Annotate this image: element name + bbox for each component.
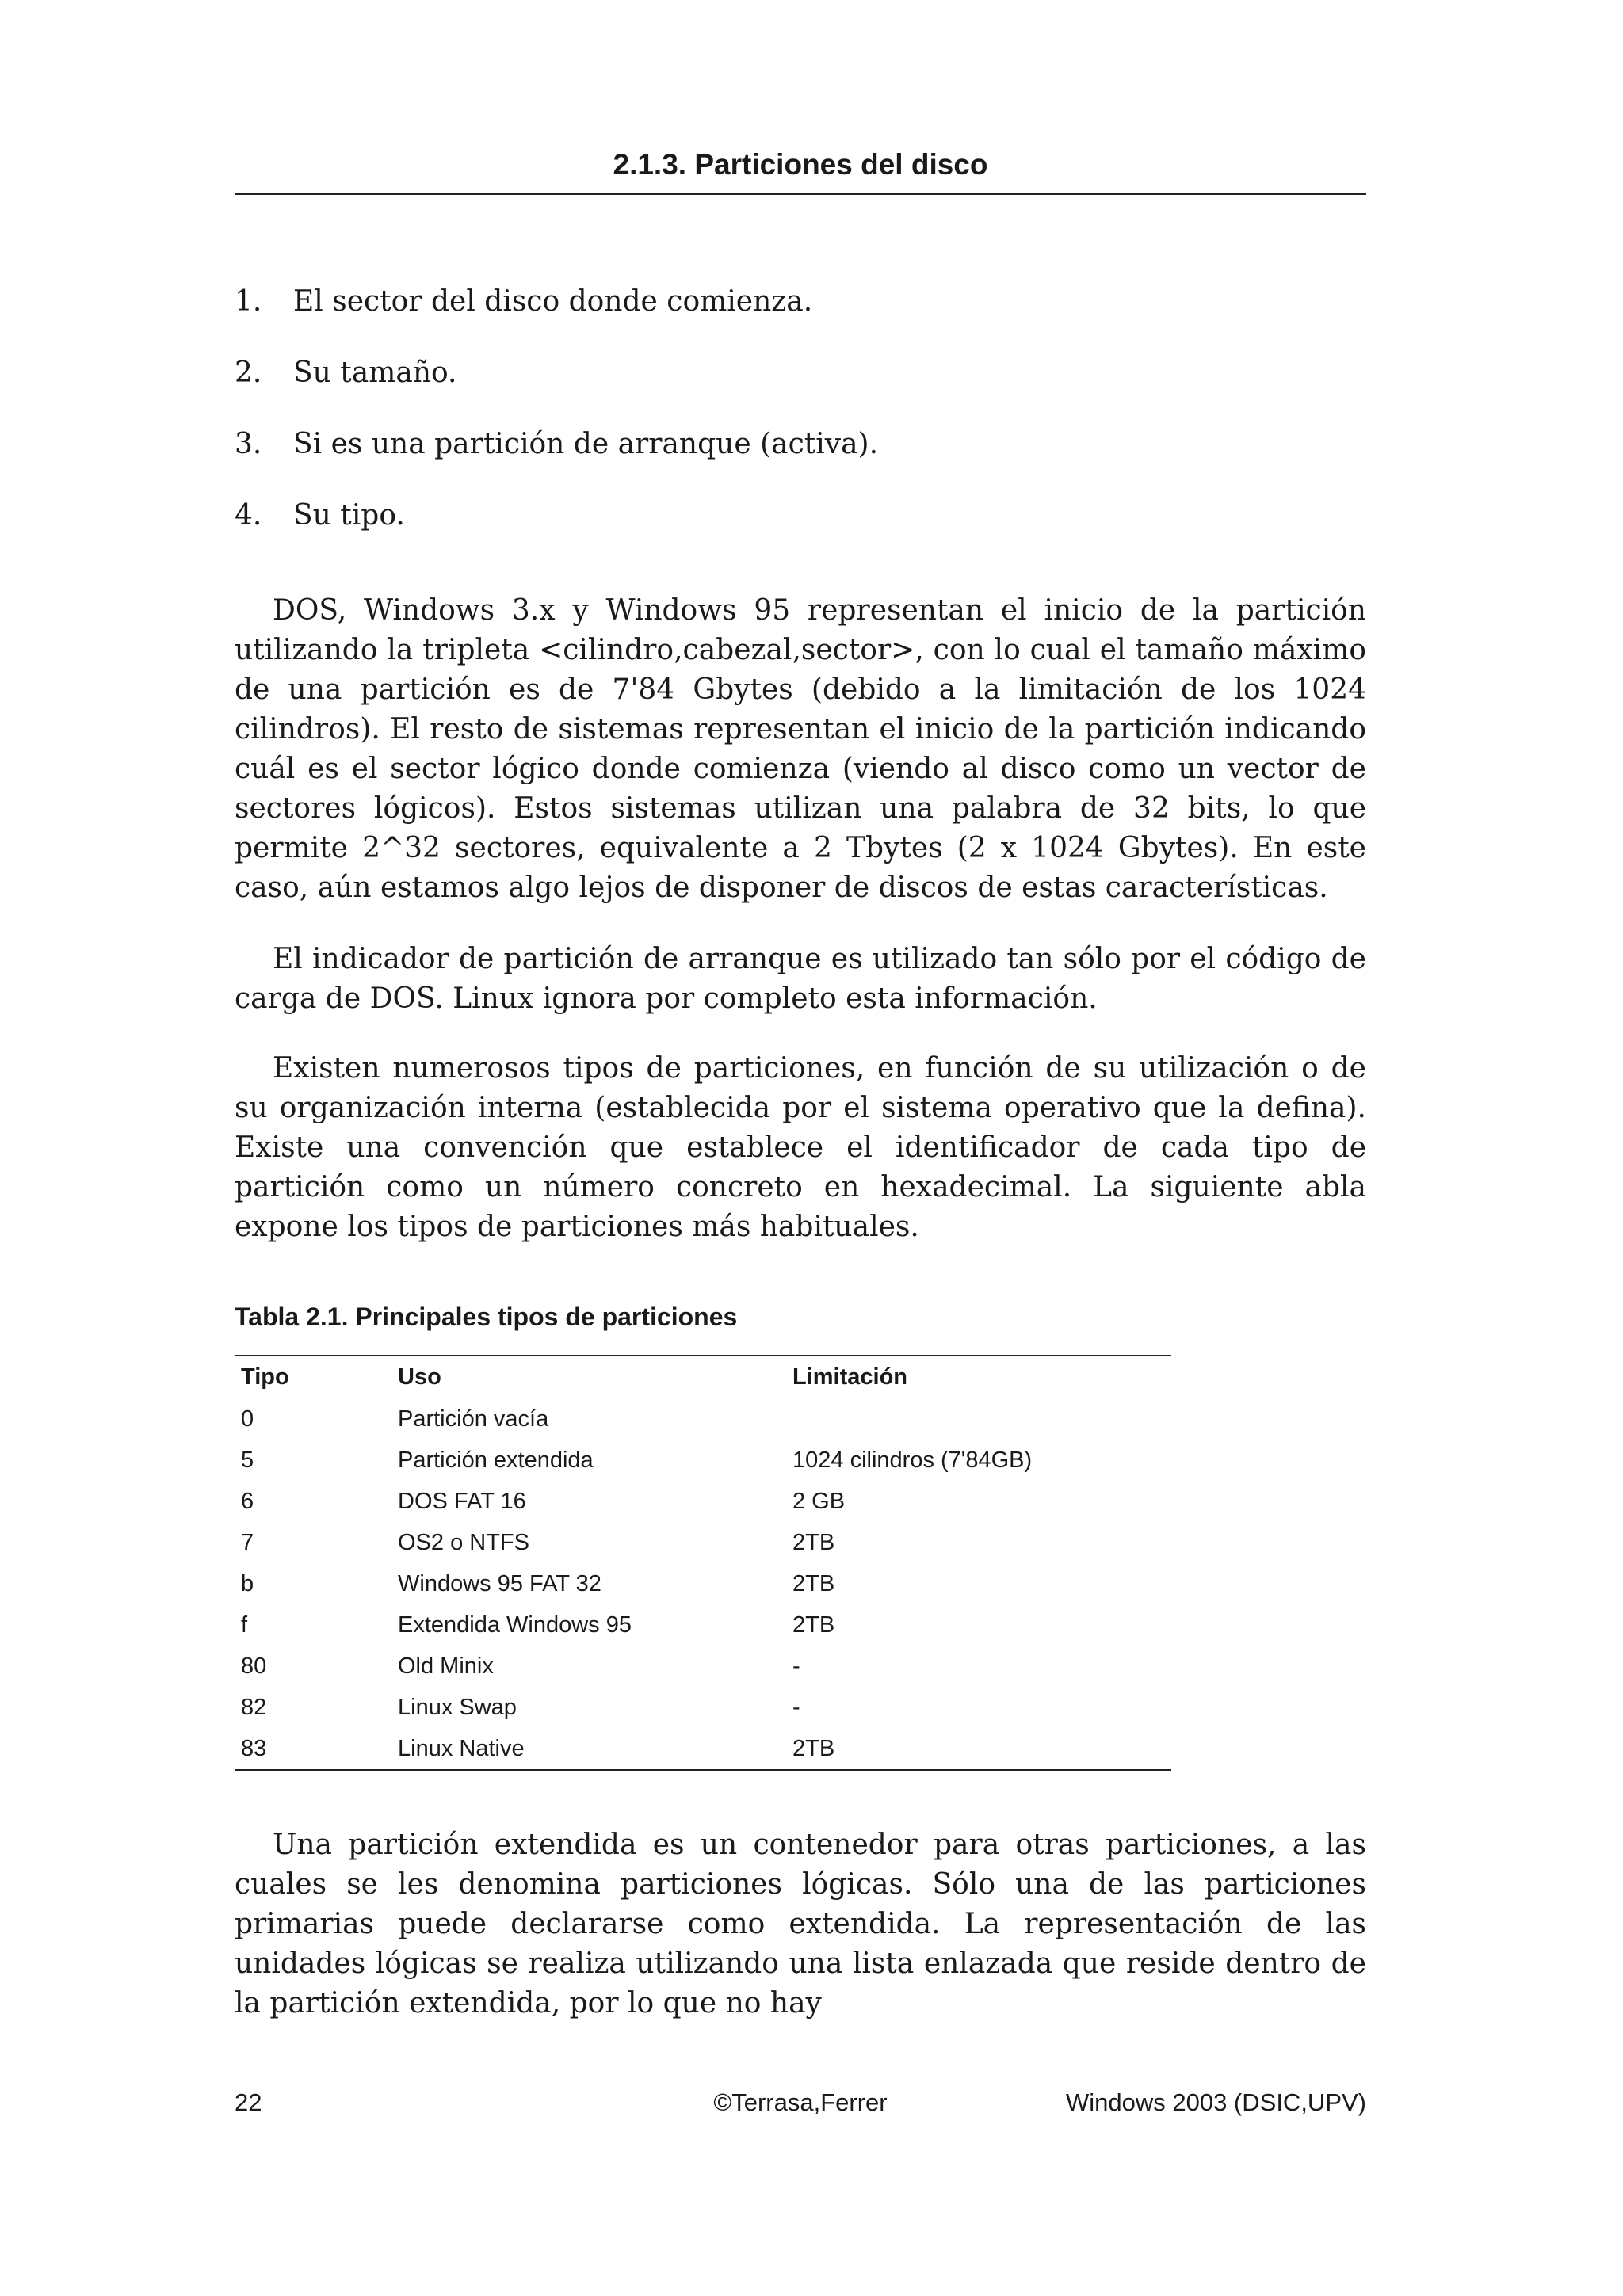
cell-uso: DOS FAT 16 [398,1488,526,1514]
section-title: 2.1.3. Particiones del disco [613,148,988,181]
cell-tipo: 7 [241,1529,254,1555]
cell-limitacion: 2TB [792,1529,835,1555]
table-row [235,1604,1171,1646]
cell-uso: Linux Swap [398,1694,517,1720]
table-caption: Tabla 2.1. Principales tipos de particiones [235,1302,738,1331]
body-paragraph-partition-types: Existen numerosos tipos de particiones, en función de su utilización o de su organización interna (establecida por el sistema operativo que la defina). Existe una convención que establece el identificador de cada tipo de partición como un número concreto en hexadecimal. La siguiente abla expone los tipos de particiones más habituales. [235,1052,1366,1243]
table-row [235,1646,1171,1687]
table-row [235,1563,1171,1604]
cell-limitacion: 2TB [792,1611,835,1638]
table-row [235,1440,1171,1481]
table-header-row [235,1356,1171,1398]
cell-limitacion [786,1398,1171,1440]
cell-tipo: 5 [241,1447,254,1473]
body-paragraph-extended-partition: Una partición extendida es un contenedor para otras particiones, a las cuales se les denomina particiones lógicas. Sólo una de las particiones primarias puede declararse como extendida. La representación de las unidades lógicas se realiza utilizando una lista enlazada que reside dentro de la partición extendida, por lo que no hay [235,1829,1366,2019]
cell-tipo: 83 [241,1735,267,1761]
cell-limitacion: 2TB [792,1570,835,1596]
numbered-list [235,282,1366,567]
list-item-number: 2. [235,357,262,389]
list-item [235,353,1366,425]
list-item-text: Su tamaño. [293,357,457,389]
cell-tipo: 82 [241,1694,267,1720]
cell-tipo: b [241,1570,254,1596]
list-item-text: El sector del disco donde comienza. [293,285,813,318]
list-item-number: 3. [235,428,262,460]
running-header [235,143,1366,195]
list-item [235,282,1366,353]
list-item [235,496,1366,567]
list-item-number: 1. [235,285,262,318]
cell-tipo: 0 [241,1405,254,1432]
footer-copyright: ©Terrasa,Ferrer [713,2088,888,2116]
page-footer [235,2085,1366,2120]
cell-limitacion: 2 GB [792,1488,846,1514]
list-item-text: Si es una partición de arranque (activa). [293,428,879,460]
cell-tipo: f [241,1611,248,1638]
table-row [235,1522,1171,1563]
body-paragraph-partition-start: DOS, Windows 3.x y Windows 95 representan el inicio de la partición utilizando la tripleta <cilindro,cabezal,sector>, con lo cual el tamaño máximo de una partición es de 7'84 Gbytes (debido a la limitación de los 1024 cilindros). El resto de sistemas representan el inicio de la partición indicando cuál es el sector lógico donde comienza (viendo al disco como un vector de sectores lógicos). Estos sistemas utilizan una palabra de 32 bits, lo que permite 2^32 sectores, equivalente a 2 Tbytes (2 x 1024 Gbytes). En este caso, aún estamos algo lejos de disponer de discos de estas características. [235,594,1366,904]
cell-limitacion: 2TB [792,1735,835,1761]
cell-uso: Partición vacía [398,1405,549,1432]
cell-tipo: 6 [241,1488,254,1514]
cell-uso: Linux Native [398,1735,525,1761]
footer-edition: Windows 2003 (DSIC,UPV) [1065,2088,1366,2116]
cell-limitacion: - [792,1694,800,1720]
table-row [235,1481,1171,1522]
table-row [235,1728,1171,1770]
list-item-number: 4. [235,499,262,532]
column-header-tipo: Tipo [235,1356,391,1398]
column-header-uso: Uso [391,1356,786,1398]
cell-tipo: 80 [241,1653,267,1679]
cell-limitacion: - [792,1653,800,1679]
body-paragraph-boot-flag: El indicador de partición de arranque es utilizado tan sólo por el código de carga de DOS. Linux ignora por completo esta información. [235,943,1366,1015]
cell-uso: Old Minix [398,1653,494,1679]
cell-limitacion: 1024 cilindros (7'84GB) [792,1447,1033,1473]
cell-uso: Partición extendida [398,1447,594,1473]
table-row [235,1687,1171,1728]
cell-uso: Extendida Windows 95 [398,1611,632,1638]
cell-uso: Windows 95 FAT 32 [398,1570,601,1596]
table-row [235,1398,1171,1440]
list-item [235,425,1366,496]
page-number: 22 [235,2088,262,2116]
partition-types-table [235,1355,1171,1771]
cell-uso: OS2 o NTFS [398,1529,529,1555]
column-header-limitacion: Limitación [786,1356,1171,1398]
list-item-text: Su tipo. [293,499,405,532]
